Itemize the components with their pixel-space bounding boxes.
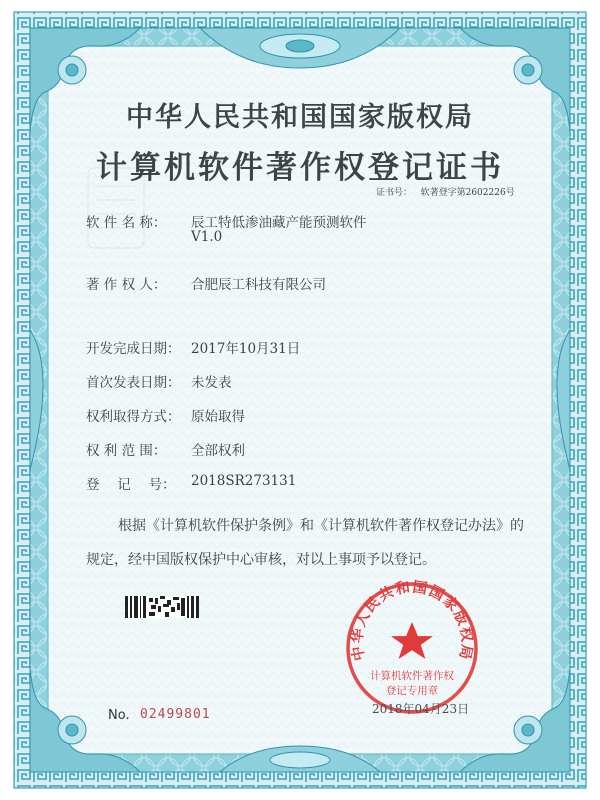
- certificate-number: [376, 185, 515, 198]
- completion-date-label: 开发完成日期：: [86, 341, 181, 357]
- certificate-number-label: 证书号：: [376, 188, 413, 198]
- serial-number-value: 02499801: [140, 707, 211, 722]
- first-publication-label: 首次发表日期：: [86, 375, 181, 391]
- serial-number-label: No.: [108, 708, 130, 723]
- seal-inner-line-1: 计算机软件著作权: [370, 670, 454, 682]
- rights-scope-label: 权 利 范 围：: [86, 443, 167, 459]
- acquisition-method-value: 原始取得: [191, 409, 245, 425]
- seal-star-icon: [391, 622, 433, 659]
- completion-date-value: 2017年10月31日: [191, 341, 301, 357]
- registration-number-value: 2018SR273131: [191, 473, 297, 489]
- acquisition-method-label: 权利取得方式：: [86, 409, 181, 425]
- issue-date: 2018年04月23日: [372, 702, 470, 716]
- statement-line-2: 规定，经中国版权保护中心审核，对以上事项予以登记。: [86, 552, 436, 568]
- statement-line-1: 根据《计算机软件保护条例》和《计算机软件著作权登记办法》的: [118, 518, 524, 534]
- seal-inner-line-2: 登记专用章: [385, 685, 439, 697]
- software-name-label: 软 件 名 称：: [86, 215, 167, 231]
- rights-scope-value: 全部权利: [191, 443, 245, 459]
- certificate-title: 计算机软件著作权登记证书: [96, 150, 504, 186]
- copyright-owner-value: 合肥辰工科技有限公司: [191, 277, 326, 293]
- issuer-title: 中华人民共和国国家版权局: [126, 102, 474, 133]
- certificate-number-value: 软著登字第2602226号: [420, 188, 515, 198]
- registration-number-label: 登 记 号：: [86, 477, 176, 493]
- seal-ring-text: 中华人民共和国国家版权局: [348, 578, 476, 663]
- official-seal: [342, 578, 482, 718]
- software-name-value: 辰工特低渗油藏产能预测软件: [191, 215, 367, 231]
- first-publication-value: 未发表: [191, 375, 232, 391]
- copyright-owner-label: 著 作 权 人：: [86, 277, 167, 293]
- barcode-icon: [125, 596, 199, 618]
- software-version-value: V1.0: [191, 229, 223, 245]
